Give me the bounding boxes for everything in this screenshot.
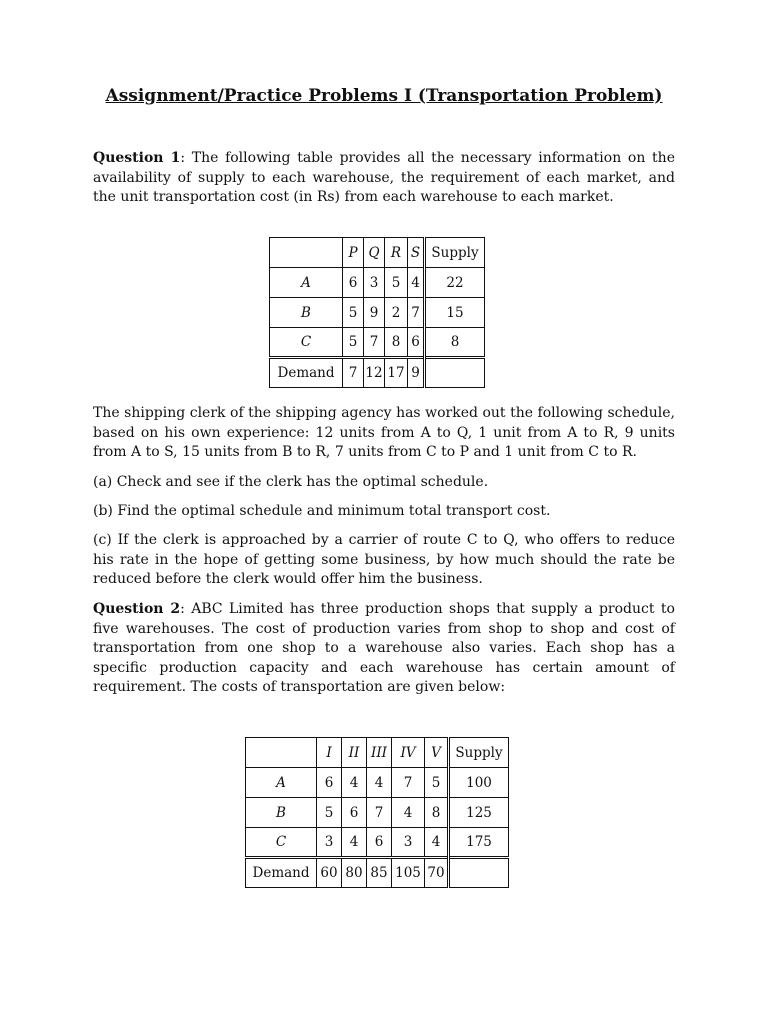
q2-label: Question 2 [93,601,181,617]
table-row [270,268,485,298]
cost-cell: 7 [367,798,392,828]
cost-cell: 7 [408,298,425,328]
cost-cell: 5 [317,798,342,828]
cost-cell: 5 [425,768,449,798]
row-label: A [270,268,343,298]
demand-row [270,358,485,388]
q1-header-cell: Q [364,238,385,268]
cost-cell: 4 [392,798,425,828]
demand-cell: 85 [367,858,392,888]
cost-cell: 6 [343,268,364,298]
q1-header-cell: S [408,238,425,268]
table-row [270,298,485,328]
cost-cell: 4 [342,768,367,798]
q1-header-row [270,238,485,268]
demand-cell: 9 [408,358,425,388]
demand-cell: 105 [392,858,425,888]
cost-cell: 4 [342,828,367,858]
cost-cell: 7 [364,328,385,358]
row-label: C [246,828,317,858]
cost-cell: 4 [425,828,449,858]
demand-cell: 70 [425,858,449,888]
supply-cell: 15 [425,298,485,328]
cost-cell: 6 [408,328,425,358]
demand-label: Demand [270,358,343,388]
q1-header-cell: P [343,238,364,268]
cost-cell: 4 [367,768,392,798]
page-title: Assignment/Practice Problems I (Transportation Problem) [105,86,663,106]
q2-cost-table [245,737,509,888]
demand-cell: 60 [317,858,342,888]
demand-row [246,858,509,888]
q1-part-b: (b) Find the optimal schedule and minimum total transport cost. [93,503,551,519]
q1-header-cell: R [385,238,408,268]
cost-cell: 8 [425,798,449,828]
q1-label: Question 1 [93,150,181,166]
demand-cell: 7 [343,358,364,388]
q2-intro [93,600,675,698]
demand-cell: 17 [385,358,408,388]
cost-cell: 5 [385,268,408,298]
demand-supply-empty [449,858,509,888]
row-label: A [246,768,317,798]
cost-cell: 5 [343,298,364,328]
q1-cost-table [269,237,485,388]
q1-header-supply: Supply [425,238,485,268]
table-row [270,328,485,358]
q1-schedule: The shipping clerk of the shipping agency has worked out the following schedule, based on his own experience: 12 units from A to Q, 1 unit from A to R, 9 units from A to S, 15 units from B to R, 7 units from C to P and 1 unit from C to R. [93,405,675,461]
q1-header-corner [270,238,343,268]
cost-cell: 2 [385,298,408,328]
q2-header-corner [246,738,317,768]
q2-intro-text: : ABC Limited has three production shops that supply a product to five warehouses. The cost of production varies from shop to shop and cost of transportation from one shop to a warehouse also varies. Each shop has a specific production capacity and each warehouse has certain amount of requirement. The costs of transportation are given below: [93,601,675,696]
row-label: B [246,798,317,828]
demand-supply-empty [425,358,485,388]
table-row [246,828,509,858]
cost-cell: 6 [367,828,392,858]
cost-cell: 6 [317,768,342,798]
supply-cell: 8 [425,328,485,358]
cost-cell: 3 [392,828,425,858]
q2-header-cell: IV [392,738,425,768]
q1-part-c: (c) If the clerk is approached by a carrier of route C to Q, who offers to reduce his rate in the hope of getting some business, by how much should the rate be reduced before the clerk would offer him the business. [93,532,675,588]
q2-header-cell: V [425,738,449,768]
table-row [246,768,509,798]
cost-cell: 9 [364,298,385,328]
q2-header-cell: I [317,738,342,768]
demand-label: Demand [246,858,317,888]
cost-cell: 3 [317,828,342,858]
demand-cell: 80 [342,858,367,888]
supply-cell: 125 [449,798,509,828]
q1-intro [93,149,675,208]
supply-cell: 22 [425,268,485,298]
supply-cell: 175 [449,828,509,858]
q2-header-cell: II [342,738,367,768]
demand-cell: 12 [364,358,385,388]
row-label: B [270,298,343,328]
q2-header-cell: III [367,738,392,768]
cost-cell: 8 [385,328,408,358]
q1-part-a: (a) Check and see if the clerk has the optimal schedule. [93,474,489,490]
cost-cell: 6 [342,798,367,828]
row-label: C [270,328,343,358]
supply-cell: 100 [449,768,509,798]
cost-cell: 7 [392,768,425,798]
q2-header-supply: Supply [449,738,509,768]
q2-header-row [246,738,509,768]
table-row [246,798,509,828]
cost-cell: 3 [364,268,385,298]
cost-cell: 4 [408,268,425,298]
cost-cell: 5 [343,328,364,358]
q1-intro-text: : The following table provides all the necessary information on the availability of supply to each warehouse, the requirement of each market, and the unit transportation cost (in Rs) from each warehouse to each market. [93,150,675,206]
